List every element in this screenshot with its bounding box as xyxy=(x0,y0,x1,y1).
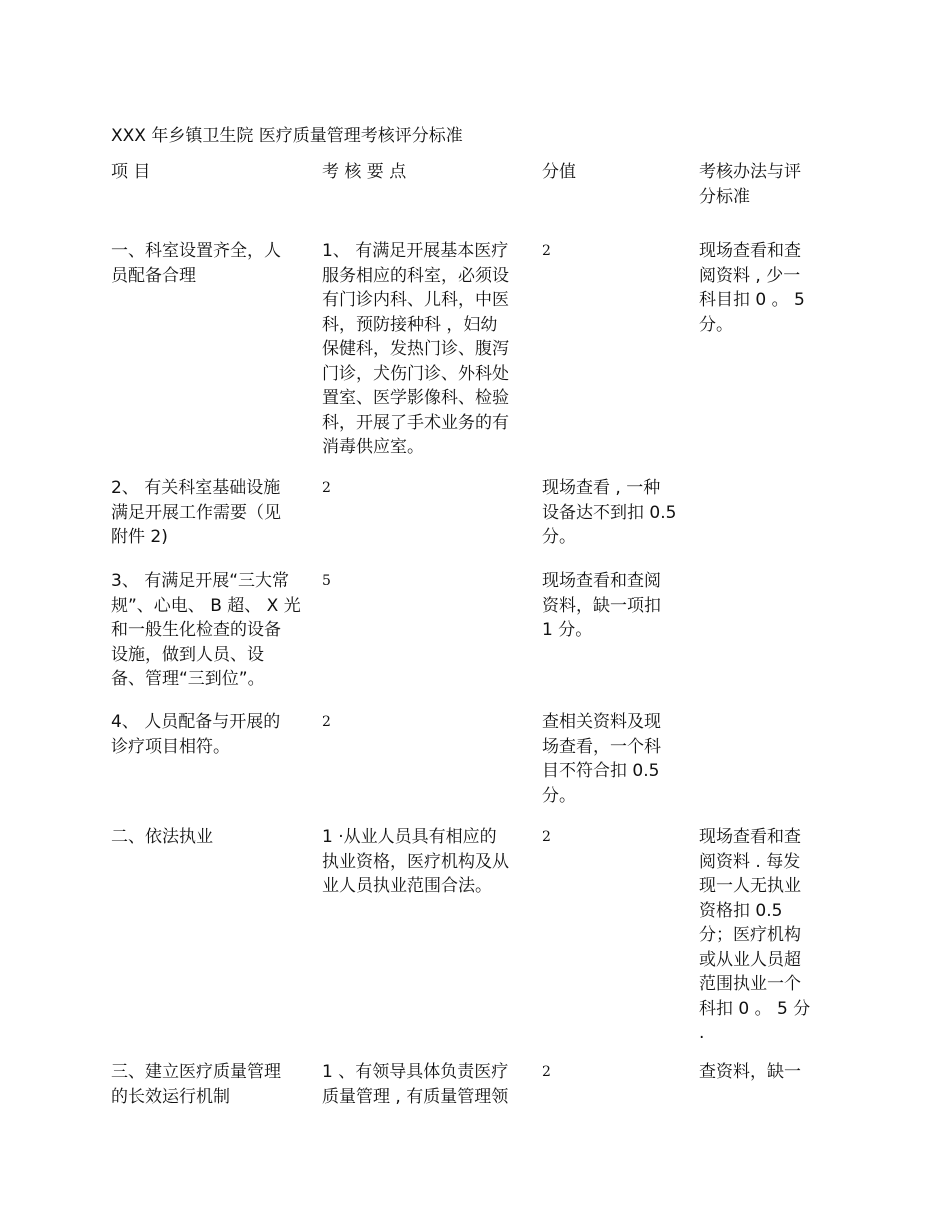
scoring-table xyxy=(111,160,814,1120)
row-points: 2 xyxy=(322,480,331,496)
table-row xyxy=(111,569,814,710)
table-row xyxy=(111,1060,814,1120)
row-score: 现场查看和查阅 资料，缺一项扣 1 分。 xyxy=(542,571,661,640)
table-row xyxy=(111,825,814,1060)
row-item: 4、 人员配备与开展的 诊疗项目相符。 xyxy=(111,712,281,757)
row-item: 二、依法执业 xyxy=(111,827,213,847)
row-points: 1、 有满足开展基本医疗 服务相应的科室，必须设 有门诊内科、儿科，中医 科，预防接种科 ，妇幼 保健科，发热门诊、腹泻 门诊，犬伤门诊、外科处 置室、医学影像科、检验 科，开展了手术业务的有 消毒供应室。 xyxy=(322,241,509,457)
row-score: 查相关资料及现 场查看，一个科 目不符合扣 0.5 分。 xyxy=(542,712,661,806)
document-title: XXX 年乡镇卫生院 医疗质量管理考核评分标准 xyxy=(111,126,463,146)
table-row xyxy=(111,476,814,569)
row-points: 1 、有领导具体负责医疗 质量管理 , 有质量管理领 xyxy=(322,1062,509,1107)
row-method: 现场查看和查 阅资料 . 每发 现一人无执业 资格扣 0.5 分；医疗机构 或从业人员超 范围执业一个 科扣 0 。 5 分 . xyxy=(699,827,811,1043)
header-item: 项 目 xyxy=(111,162,151,182)
row-points: 2 xyxy=(322,714,331,730)
row-score: 2 xyxy=(542,829,551,845)
row-item: 3、 有满足开展“三大常 规”、心电、 B 超、 X 光 和一般生化检查的设备 设施，做到人员、设 备、管理“三到位”。 xyxy=(111,571,301,689)
header-points: 考 核 要 点 xyxy=(322,162,407,182)
row-item: 一、科室设置齐全，人 员配备合理 xyxy=(111,241,281,286)
row-points: 5 xyxy=(322,573,331,589)
table-header-row xyxy=(111,160,814,239)
row-score: 现场查看 , 一种 设备达不到扣 0.5 分。 xyxy=(542,478,677,547)
table-row xyxy=(111,239,814,476)
row-item: 三、建立医疗质量管理 的长效运行机制 xyxy=(111,1062,281,1107)
row-points: 1 ·从业人员具有相应的 执业资格，医疗机构及从 业人员执业范围合法。 xyxy=(322,827,509,896)
row-method: 现场查看和查 阅资料 , 少一 科目扣 0 。 5 分。 xyxy=(699,241,805,335)
row-score: 2 xyxy=(542,243,551,259)
row-score: 2 xyxy=(542,1064,551,1080)
header-method: 考核办法与评 分标准 xyxy=(699,162,801,207)
table-row xyxy=(111,710,814,825)
row-method: 查资料，缺一 xyxy=(699,1062,801,1082)
header-score: 分值 xyxy=(542,162,576,182)
row-item: 2、 有关科室基础设施 满足开展工作需要（见 附件 2) xyxy=(111,478,281,547)
